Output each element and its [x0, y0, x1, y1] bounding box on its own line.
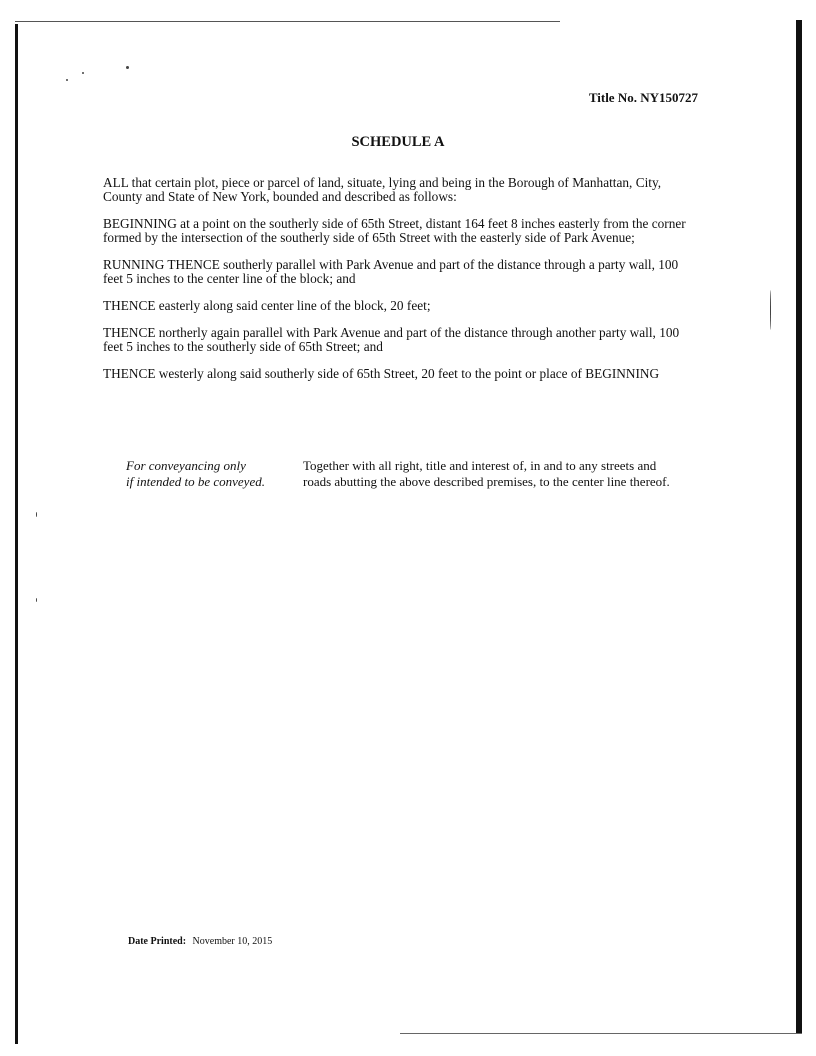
schedule-heading: SCHEDULE A	[351, 134, 445, 150]
scan-edge-top	[15, 21, 560, 22]
together-clause	[303, 458, 693, 490]
date-printed	[128, 936, 272, 947]
conveyance-note	[126, 458, 306, 490]
together-line-2: roads abutting the above described premises, to the center line thereof.	[303, 474, 670, 489]
conveyance-line-1: For conveyancing only	[126, 458, 246, 473]
scan-speck	[66, 79, 68, 81]
together-line-1: Together with all right, title and interest of, in and to any streets and	[303, 458, 657, 473]
paragraph-thence-westerly: THENCE westerly along said southerly side of 65th Street, 20 feet to the point or place of BEGINNING	[103, 366, 660, 381]
date-printed-label: Date Printed:	[128, 936, 187, 947]
scan-speck	[36, 512, 37, 517]
conveyance-line-2: if intended to be conveyed.	[126, 474, 265, 489]
scan-speck	[126, 66, 129, 69]
scan-speck	[82, 72, 84, 74]
scan-speck	[770, 290, 771, 330]
legal-description	[103, 176, 693, 394]
scan-edge-bottom	[400, 1033, 802, 1034]
paragraph-thence-northerly: THENCE northerly again parallel with Park Avenue and part of the distance through another party wall, 100 feet 5 inches to the southerly side of 65th Street; and	[103, 325, 680, 354]
date-printed-value: November 10, 2015	[192, 936, 273, 947]
scan-edge-right	[796, 20, 802, 1034]
scan-speck	[36, 598, 37, 602]
title-number: Title No. NY150727	[588, 90, 698, 105]
paragraph-thence-easterly: THENCE easterly along said center line of the block, 20 feet;	[103, 298, 431, 313]
paragraph-beginning: BEGINNING at a point on the southerly side of 65th Street, distant 164 feet 8 inches easterly from the corner formed by the intersection of the southerly side of 65th Street with the easterly side of Park Avenue;	[103, 216, 686, 245]
paragraph-running-thence: RUNNING THENCE southerly parallel with Park Avenue and part of the distance through a party wall, 100 feet 5 inches to the center line of the block; and	[103, 257, 679, 286]
scan-edge-left	[15, 24, 18, 1044]
paragraph-premises: ALL that certain plot, piece or parcel of land, situate, lying and being in the Borough of Manhattan, City, County and State of New York, bounded and described as follows:	[103, 175, 662, 204]
